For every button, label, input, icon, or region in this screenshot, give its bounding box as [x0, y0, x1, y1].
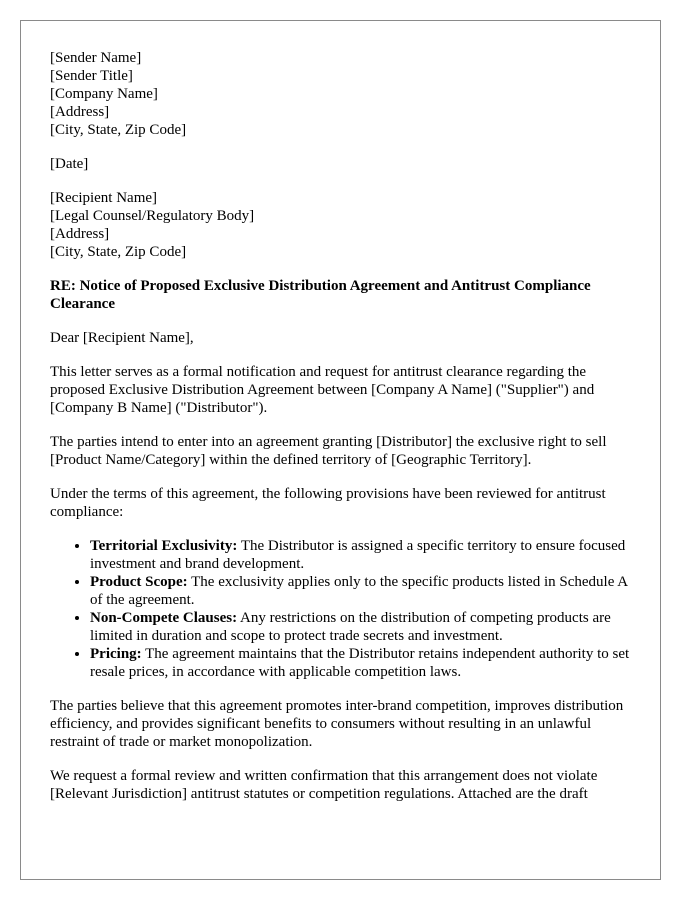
list-item — [90, 645, 640, 681]
list-item — [90, 609, 640, 645]
provision-text: The agreement maintains that the Distributor retains independent authority to set resale prices, in accordance with applicable competition laws. — [90, 646, 630, 680]
recipient-body: [Legal Counsel/Regulatory Body] — [50, 208, 255, 224]
date-block — [50, 155, 640, 173]
paragraph-request: We request a formal review and written confirmation that this arrangement does not violate [Relevant Jurisdiction] antitrust statutes or competition regulations. Attached are the draft — [50, 768, 598, 802]
paragraph-intro: This letter serves as a formal notification and request for antitrust clearance regarding the proposed Exclusive Distribution Agreement between [Company A Name] ("Supplier") and [Company B Name] ("Distributor"). — [50, 364, 595, 416]
paragraph-terms: Under the terms of this agreement, the following provisions have been reviewed for antitrust compliance: — [50, 486, 606, 520]
provisions-list — [50, 537, 640, 681]
salutation: Dear [Recipient Name], — [50, 330, 194, 346]
provision-label: Product Scope: — [90, 574, 188, 590]
recipient-address: [Address] — [50, 226, 110, 242]
paragraph-benefits: The parties believe that this agreement promotes inter-brand competition, improves distribution efficiency, and provides significant benefits to consumers without resulting in an unlawful restraint of trade or market monopolization. — [50, 698, 624, 750]
letter-page — [20, 20, 661, 880]
provision-text: The Distributor is assigned a specific territory to ensure focused investment and brand development. — [90, 538, 626, 572]
provision-text: Any restrictions on the distribution of competing products are limited in duration and scope to protect trade secrets and investment. — [90, 610, 611, 644]
sender-name: [Sender Name] — [50, 50, 142, 66]
list-item — [90, 537, 640, 573]
provision-label: Territorial Exclusivity: — [90, 538, 238, 554]
recipient-city-state-zip: [City, State, Zip Code] — [50, 244, 187, 260]
sender-city-state-zip: [City, State, Zip Code] — [50, 122, 187, 138]
sender-company: [Company Name] — [50, 86, 158, 102]
sender-block — [50, 49, 640, 139]
provision-text: The exclusivity applies only to the specific products listed in Schedule A of the agreement. — [90, 574, 628, 608]
paragraph-intent: The parties intend to enter into an agreement granting [Distributor] the exclusive right to sell [Product Name/Category] within the defined territory of [Geographic Territory]. — [50, 434, 607, 468]
sender-title: [Sender Title] — [50, 68, 133, 84]
provision-label: Pricing: — [90, 646, 142, 662]
letter-body — [50, 49, 640, 819]
recipient-block — [50, 189, 640, 261]
subject-line: RE: Notice of Proposed Exclusive Distribution Agreement and Antitrust Compliance Clearance — [50, 278, 591, 312]
letter-date: [Date] — [50, 156, 89, 172]
sender-address: [Address] — [50, 104, 110, 120]
provision-label: Non-Compete Clauses: — [90, 610, 238, 626]
list-item — [90, 573, 640, 609]
recipient-name: [Recipient Name] — [50, 190, 158, 206]
